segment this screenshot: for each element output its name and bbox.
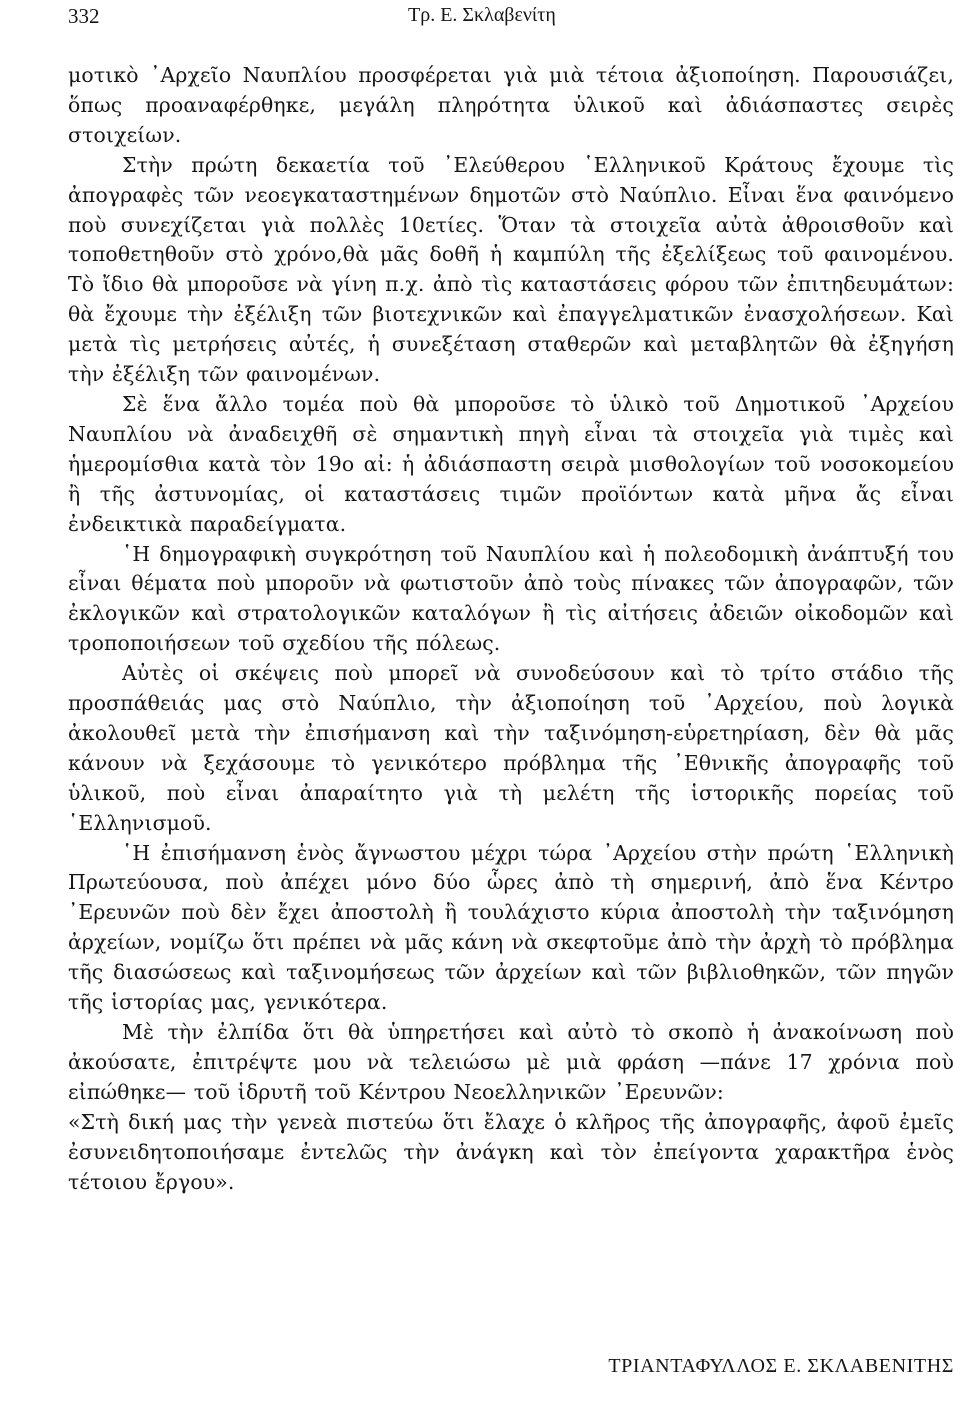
page-header — [68, 0, 954, 50]
paragraph: Αὐτὲς οἱ σκέψεις ποὺ μπορεῖ νὰ συνοδεύσουν καὶ τὸ τρίτο στάδιο τῆς προσπάθειάς μας στὸ Ναύπλιο, τὴν ἀξιοποίηση τοῦ ᾽Αρχείου, ποὺ λογικὰ ἀκολουθεῖ μετὰ τὴν ἐπισήμανση καὶ τὴν ταξινόμηση-εὑρετηρίαση, δὲν θὰ μᾶς κάνουν νὰ ξεχάσουμε τὸ γενικότερο πρόβλημα τῆς ᾽Εθνικῆς ἀπογραφῆς τοῦ ὑλικοῦ, ποὺ εἶναι ἀπαραίτητο γιὰ τὴ μελέτη τῆς ἱστορικῆς πορείας τοῦ ῾Ελληνισμοῦ. — [68, 661, 954, 835]
document-page — [68, 0, 954, 1410]
paragraph: Μὲ τὴν ἐλπίδα ὅτι θὰ ὑπηρετήσει καὶ αὐτὸ τὸ σκοπὸ ἡ ἀνακοίνωση ποὺ ἀκούσατε, ἐπιτρέψτε μου νὰ τελειώσω μὲ μιὰ φράση —πάνε 17 χρόνια ποὺ εἰπώθηκε— τοῦ ἱδρυτῆ τοῦ Κέντρου Νεοελληνικῶν ᾽Ερευνῶν: — [68, 1020, 954, 1104]
page-number: 332 — [68, 4, 100, 28]
author-signature: ΤΡΙΑΝΤΑΦΥΛΛΟΣ Ε. ΣΚΛΑΒΕΝΙΤΗΣ — [608, 1355, 954, 1377]
paragraph: ῾Η δημογραφικὴ συγκρότηση τοῦ Ναυπλίου καὶ ἡ πολεοδομικὴ ἀνάπτυξή του εἶναι θέματα ποὺ μποροῦν νὰ φωτιστοῦν ἀπὸ τοὺς πίνακες τῶν ἀπογραφῶν, τῶν ἐκλογικῶν καὶ στρατολογικῶν καταλόγων ἢ τὶς αἰτήσεις ἀδειῶν οἰκοδομῶν καὶ τροποποιήσεων τοῦ σχεδίου τῆς πόλεως. — [68, 541, 954, 656]
body-text — [68, 61, 954, 1197]
paragraph: Στὴν πρώτη δεκαετία τοῦ ᾽Ελεύθερου ῾Ελληνικοῦ Κράτους ἔχουμε τὶς ἀπογραφὲς τῶν νεοεγκαταστημένων δημοτῶν στὸ Ναύπλιο. Εἶναι ἕνα φαινόμενο ποὺ συνεχίζεται γιὰ πολλὲς 10ετίες. Ὅταν τὰ στοιχεῖα αὐτὰ ἀθροισθοῦν καὶ τοποθετηθοῦν στὸ χρόνο,θὰ μᾶς δοθῆ ἡ καμπύλη τῆς ἐξελίξεως τοῦ φαινομένου. Τὸ ἴδιο θὰ μποροῦσε νὰ γίνη π.χ. ἀπὸ τὶς καταστάσεις φόρου τῶν ἐπιτηδευμάτων: θὰ ἔχουμε τὴν ἐξέλιξη τῶν βιοτεχνικῶν καὶ ἐπαγγελματικῶν ἐνασχολήσεων. Καὶ μετὰ τὶς μετρήσεις αὐτές, ἡ συνεξέταση σταθερῶν καὶ μεταβλητῶν θὰ ἐξηγήση τὴν ἐξέλιξη τῶν φαινομένων. — [68, 152, 954, 387]
paragraph-continuation: μοτικὸ ᾽Αρχεῖο Ναυπλίου προσφέρεται γιὰ μιὰ τέτοια ἀξιοποίηση. Παρουσιάζει, ὅπως προαναφέρθηκε, μεγάλη πληρότητα ὑλικοῦ καὶ ἀδιάσπαστες σειρὲς στοιχείων. — [68, 63, 954, 147]
running-head: Τρ. Ε. Σκλαβενίτη — [408, 4, 556, 26]
quotation: «Στὴ δική μας τὴν γενεὰ πιστεύω ὅτι ἔλαχε ὁ κλῆρος τῆς ἀπογραφῆς, ἀφοῦ ἐμεῖς ἐσυνειδητοποιήσαμε ἐντελῶς τὴν ἀνάγκη καὶ τὸν ἐπείγοντα χαρακτῆρα ἑνὸς τέτοιου ἔργου». — [68, 1109, 954, 1194]
paragraph: ῾Η ἐπισήμανση ἑνὸς ἄγνωστου μέχρι τώρα ᾽Αρχείου στὴν πρώτη ῾Ελληνικὴ Πρωτεύουσα, ποὺ ἀπέχει μόνο δύο ὧρες ἀπὸ τὴ σημερινή, ἀπὸ ἕνα Κέντρο ᾽Ερευνῶν ποὺ δὲν ἔχει ἀποστολὴ ἢ τουλάχιστο κύρια ἀποστολὴ τὴν ταξινόμηση ἀρχείων, νομίζω ὅτι πρέπει νὰ μᾶς κάνη νὰ σκεφτοῦμε ἀπὸ τὴν ἀρχὴ τὸ πρόβλημα τῆς διασώσεως καὶ ταξινομήσεως τῶν ἀρχείων καὶ τῶν βιβλιοθηκῶν, τῶν πηγῶν τῆς ἱστορίας μας, γενικότερα. — [68, 840, 954, 1015]
paragraph: Σὲ ἕνα ἄλλο τομέα ποὺ θὰ μποροῦσε τὸ ὑλικὸ τοῦ Δημοτικοῦ ᾽Αρχείου Ναυπλίου νὰ ἀναδειχθῆ σὲ σημαντικὴ πηγὴ εἶναι τὰ στοιχεῖα γιὰ τιμὲς καὶ ἡμερομίσθια κατὰ τὸν 19ο αἰ: ἡ ἀδιάσπαστη σειρὰ μισθολογίων τοῦ νοσοκομείου ἢ τῆς ἀστυνομίας, οἱ καταστάσεις τιμῶν προϊόντων κατὰ μῆνα ἄς εἶναι ἐνδεικτικὰ παραδείγματα. — [68, 391, 954, 536]
